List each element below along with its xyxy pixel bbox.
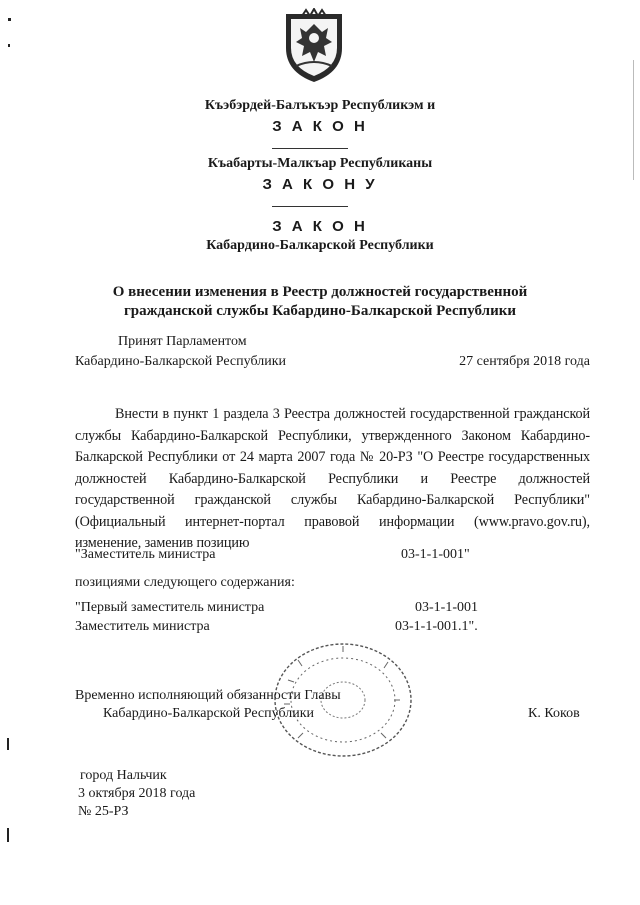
signatory-role-line2: Кабардино-Балкарской Республики bbox=[103, 706, 314, 721]
scan-mark bbox=[7, 738, 9, 750]
header-republic-kabardian: Къэбэрдей-Балъкъэр Республикэм и bbox=[204, 98, 436, 113]
new-position-code: 03-1-1-001 bbox=[415, 600, 478, 615]
footer-date: 3 октября 2018 года bbox=[78, 786, 196, 801]
header-law-russian: З А К О Н bbox=[272, 218, 368, 235]
scan-mark bbox=[7, 828, 9, 842]
scan-mark bbox=[8, 18, 11, 21]
footer-city: город Нальчик bbox=[80, 768, 167, 783]
header-law-balkar: З А К О Н У bbox=[262, 176, 378, 193]
signatory-role-line1: Временно исполняющий обязанности Главы bbox=[75, 688, 341, 703]
law-title-line1: О внесении изменения в Реестр должностей государственной bbox=[112, 284, 528, 300]
old-position-name: "Заместитель министра bbox=[75, 547, 216, 562]
adoption-date: 27 сентября 2018 года bbox=[459, 354, 590, 369]
new-position-name: Заместитель министра bbox=[75, 619, 210, 634]
header-divider bbox=[272, 206, 348, 207]
replacement-intro: позициями следующего содержания: bbox=[75, 575, 295, 590]
new-position-name: "Первый заместитель министра bbox=[75, 600, 265, 615]
law-title-line2: гражданской службы Кабардино-Балкарской Республики bbox=[123, 303, 517, 319]
old-position-code: 03-1-1-001" bbox=[401, 547, 470, 562]
signatory-name: К. Коков bbox=[528, 706, 580, 721]
new-position-code: 03-1-1-001.1". bbox=[395, 619, 478, 634]
header-republic-russian: Кабардино-Балкарской Республики bbox=[206, 238, 434, 253]
coat-of-arms-emblem-icon bbox=[282, 8, 346, 84]
adopted-by-line2: Кабардино-Балкарской Республики bbox=[75, 354, 286, 369]
footer-number: № 25-РЗ bbox=[78, 804, 129, 819]
adopted-by-line1: Принят Парламентом bbox=[118, 334, 247, 349]
law-body-paragraph: Внести в пункт 1 раздела 3 Реестра должностей государственной гражданской службы Кабардино-Балкарской Республики, утвержденного Законом Кабардино-Балкарской Республики от 24 марта 2007 года № 20-РЗ "О Реестре государственных должностей Кабардино-Балкарской Республики и Реестре должностей государственной гражданской службы Кабардино-Балкарской Республики" (Официальный интернет-портал правовой информации (www.pravo.gov.ru), изменение, заменив позицию bbox=[75, 406, 590, 551]
header-law-kabardian: З А К О Н bbox=[272, 118, 368, 135]
header-divider bbox=[272, 148, 348, 149]
scan-mark bbox=[8, 44, 10, 47]
header-republic-balkar: Къабарты-Малкъар Республиканы bbox=[207, 156, 433, 171]
